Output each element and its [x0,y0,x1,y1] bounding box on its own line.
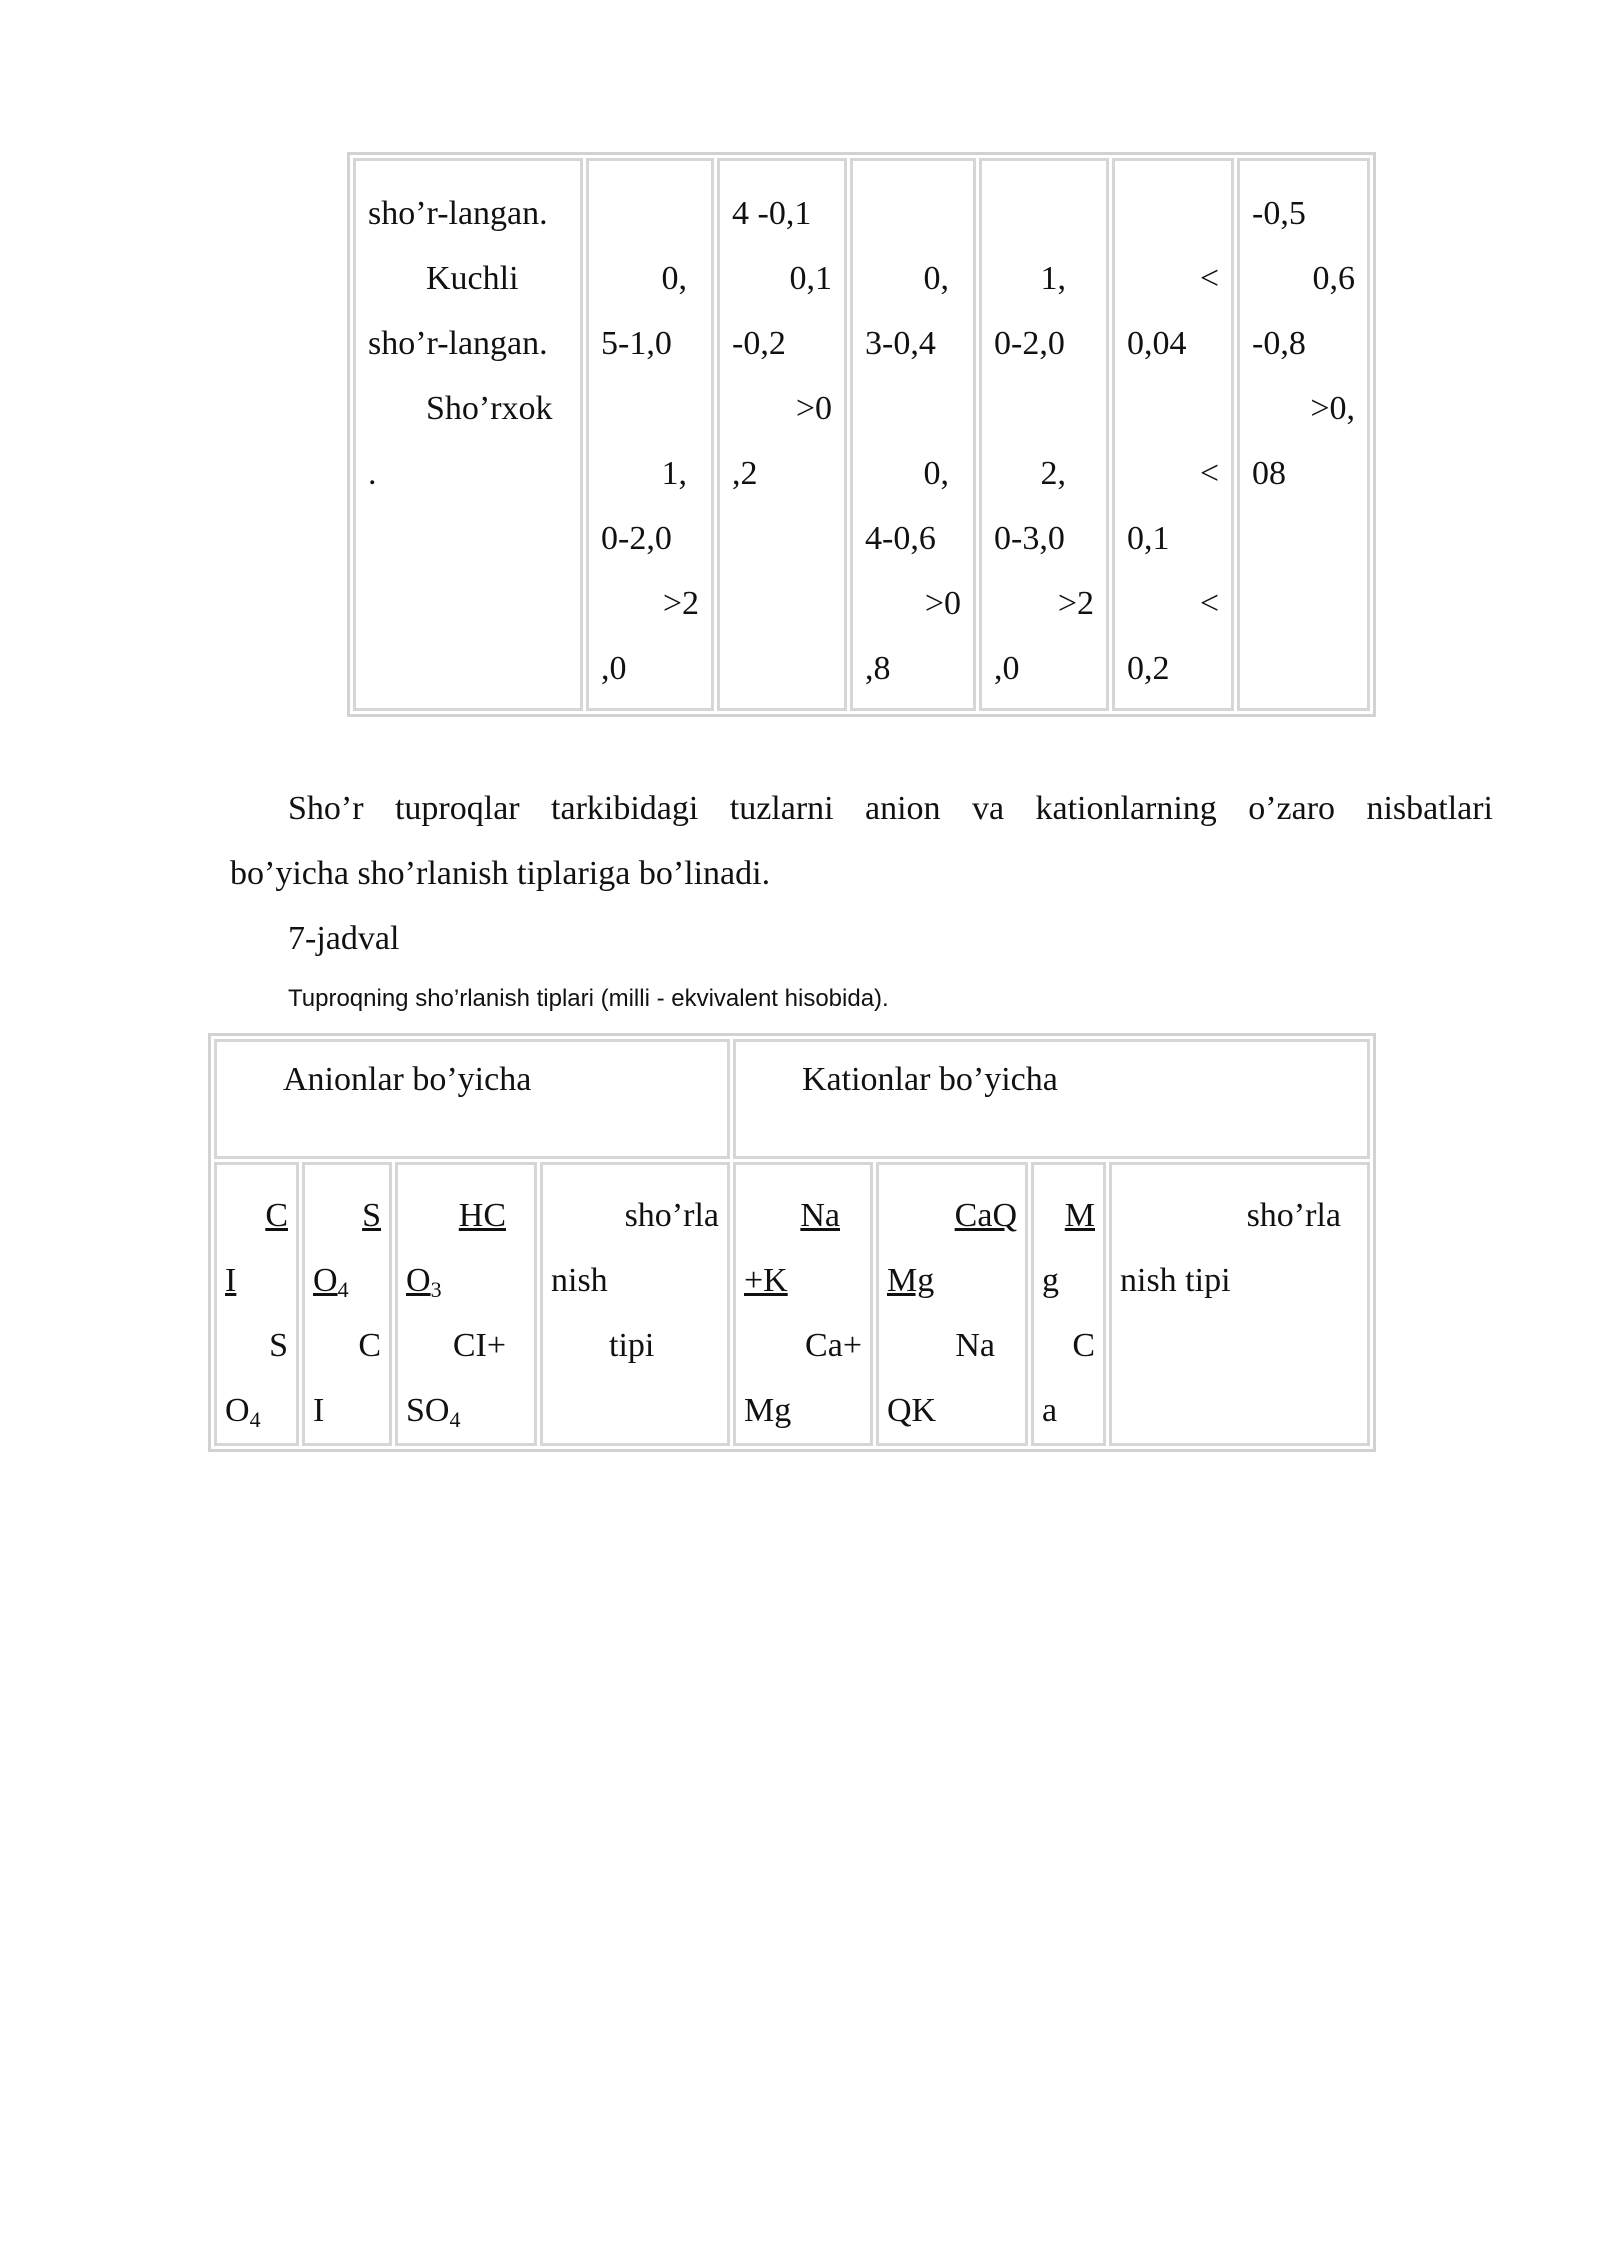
cell-line: Ca+ [805,1327,862,1364]
cell-line: . [368,455,377,492]
cell-line: nish tipi [1120,1262,1231,1299]
cell-line: 0-2,0 [994,325,1065,362]
subscript: 4 [449,1407,461,1432]
cell-line [601,181,699,246]
cell-line: 1, [661,455,687,492]
table-cell [1109,1162,1370,1446]
cell-line [601,376,699,441]
cell-line: < [1199,585,1219,622]
cell-line: I [313,1392,325,1429]
cell-line: >2 [662,585,699,622]
cell-line: O [406,1262,431,1299]
salinity-type-table [208,1033,1376,1452]
cell-line [865,181,961,246]
cell-line: 0,1 [1127,520,1170,557]
cell-line: ,0 [601,650,627,687]
cell-line: 0,1 [789,260,832,297]
table-caption: Tuproqning sho’rlanish tiplari (milli - ekvivalent hisobida). [288,985,889,1012]
table-cell [1237,158,1370,711]
cell-line: -0,8 [1252,325,1306,362]
cell-line: sho’r-langan. [368,325,548,362]
cell-line: 0, [923,260,949,297]
cell-line: CI+ [452,1327,506,1364]
salinity-degree-table [347,152,1376,717]
cell-line: >0 [924,585,961,622]
cell-line: HC [458,1197,506,1234]
table-row [353,158,1370,711]
cell-line: S [269,1327,288,1364]
cell-line: g [1042,1262,1059,1299]
cell-line: Kuchli [426,260,519,297]
table-header-row [214,1039,1370,1159]
cell-line: 1, [1040,260,1066,297]
subscript: 4 [249,1407,261,1432]
cell-line: sho’rla [1246,1197,1341,1234]
cell-line: 3-0,4 [865,325,936,362]
cell-line: O [313,1262,338,1299]
table-cell [586,158,714,711]
cell-line: Mg [744,1392,792,1429]
table-cell [395,1162,537,1446]
cell-line: +K [744,1262,788,1299]
cell-line: >0, [1310,390,1355,427]
cell-line: < [1199,260,1219,297]
cell-line [865,376,961,441]
cell-line: SO [406,1392,450,1429]
anion-header-label: Anionlar bo’yicha [283,1061,532,1098]
table-cell [717,158,847,711]
cell-line: 4 -0,1 [732,195,812,232]
cell-line: >2 [1057,585,1094,622]
table-label: 7-jadval [288,920,400,957]
cell-line: M [1064,1197,1095,1234]
cell-line: C [358,1327,381,1364]
table-cell [850,158,976,711]
cell-line [994,181,1094,246]
table-cell [979,158,1109,711]
cell-line: C [265,1197,288,1234]
cell-line: tipi [609,1327,655,1364]
cell-line: ,2 [732,455,758,492]
cell-line: Sho’rxok [426,390,553,427]
table-cell [1112,158,1234,711]
cell-line: sho’rla [624,1197,719,1234]
cell-line: S [362,1197,381,1234]
cell-line: 0, [923,455,949,492]
paragraph-line: bo’yicha sho’rlanish tiplariga bo’linadi. [230,855,771,892]
cell-line: >0 [795,390,832,427]
cation-header [733,1039,1370,1159]
cell-line: nish [551,1262,608,1299]
paragraph-line: Sho’r tuproqlar tarkibidagi tuzlarni anion va kationlarning o’zaro nisbatlari [288,790,1493,827]
table-row [214,1162,1370,1446]
cell-line: Mg [887,1262,935,1299]
cell-line [994,376,1094,441]
cell-line: 0, [661,260,687,297]
anion-header [214,1039,730,1159]
cell-line: sho’r-langan. [368,195,548,232]
cell-line: 5-1,0 [601,325,672,362]
cell-line: 0-2,0 [601,520,672,557]
table-cell [733,1162,873,1446]
table-cell [353,158,583,711]
cell-line: O [225,1392,250,1429]
table-cell [214,1162,299,1446]
table-cell [540,1162,730,1446]
subscript: 4 [337,1277,349,1302]
cation-header-label: Kationlar bo’yicha [802,1061,1058,1098]
cell-line: Na [800,1197,840,1234]
cell-line: 0,6 [1312,260,1355,297]
cell-line [1127,181,1219,246]
cell-line: 0,04 [1127,325,1187,362]
cell-line: ,8 [865,650,891,687]
cell-line: -0,2 [732,325,786,362]
table-cell [876,1162,1028,1446]
table-cell [302,1162,392,1446]
cell-line: QK [887,1392,937,1429]
cell-line: 0-3,0 [994,520,1065,557]
cell-line: -0,5 [1252,195,1306,232]
table-cell [1031,1162,1106,1446]
subscript: 3 [430,1277,442,1302]
cell-line: ,0 [994,650,1020,687]
cell-line: Na [955,1327,995,1364]
cell-line: < [1199,455,1219,492]
cell-line: a [1042,1392,1058,1429]
cell-line: 2, [1040,455,1066,492]
cell-line [1127,376,1219,441]
cell-line: 0,2 [1127,650,1170,687]
cell-line: C [1072,1327,1095,1364]
cell-line: 08 [1252,455,1286,492]
cell-line: CaQ [954,1197,1017,1234]
cell-line: 4-0,6 [865,520,936,557]
cell-line: I [225,1262,237,1299]
